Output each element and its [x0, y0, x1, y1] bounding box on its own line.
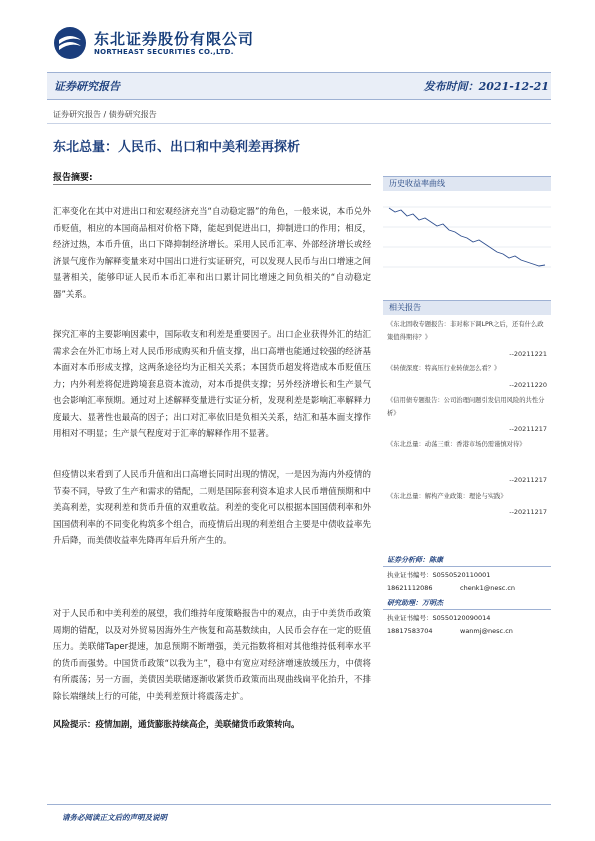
related-report[interactable]: 《东北总量：解构产业政策：理论与实践》 [387, 493, 507, 500]
assistant-phone: 18817583704 [387, 627, 433, 635]
risk-warning: 风险提示：疫情加剧，通货膨胀持续高企，美联储货币政策转向。 [53, 720, 300, 730]
summary-paragraph-3: 但疫情以来看到了人民币升值和出口高增长同时出现的情况，一是因为海内外疫情的节奏不同，导致了生产和需求的错配，二则是国际套利资本追求人民币增值预期和中美高利差，实现利差和货币升值的双重收益。利差的变化可以根据本国国债利率和外国国债利率的不同变化构筑多个组合，而疫情后出现的利差组合主要是中债收益率先升后降，而美债收益率先降再年后升所产生的。 [53, 470, 371, 546]
divider [53, 184, 371, 185]
related-report[interactable]: 《东北总量：动荡三重：香港市场仍需谨慎对待》 [387, 441, 526, 448]
summary-paragraph-4: 对于人民币和中美利差的展望，我们维持年度策略报告中的观点，由于中美货币政策周期的错配，以及对外贸易因海外生产恢复和高基数续由，人民币会存在一定的贬值压力。美联储Taper提速，加息预期不断增强，美元指数将相对其他维持低利率水平的货币而强势。中国货币政策“以我为主”，稳中有宽应对经济增速放缓压力，中债将有所震荡；另一方面，美债因美联储逐渐收紧货币政策而出现曲线扁平化抬升，不排除长端继续上行的可能，中美利差预计将震荡走扩。 [53, 609, 371, 702]
analyst-cert: 执业证书编号：S0550520110001 [387, 571, 491, 579]
company-logo-icon [53, 26, 87, 60]
summary-paragraph-2: 探究汇率的主要影响因素中，国际收支和利差是重要因子。出口企业获得外汇的结汇需求会在外汇市场上对人民币形成购买和升值支撑，出口高增也能通过较强的经济基本面对本币形成支撑，这两条途径均为正相关关系；本国货币超发将造成本币贬值压力；内外利差将促进跨境套息资本流动，对本币提供支撑；另外经济增长和生产景气也会影响汇率预期。通过对上述解释变量进行实证分析，发现利差是影响汇率解释力度最大、显著性也最高的因子；出口对汇率依旧是负相关关系，结汇和基本面支撑作用相对不明显；生产景气程度对于汇率的解释作用不显著。 [53, 330, 371, 439]
analyst-email[interactable]: chenk1@nesc.cn [460, 584, 516, 592]
assistant-name: 研究助理：万明杰 [387, 599, 443, 607]
yield-curve-line [389, 208, 545, 266]
related-report-date: --20211217 [509, 476, 547, 484]
analyst-name: 证券分析师：陈康 [387, 556, 443, 564]
related-report-date: --20211220 [509, 381, 547, 389]
divider [47, 123, 551, 124]
assistant-cert: 执业证书编号：S0550120090014 [387, 614, 491, 622]
assistant-email[interactable]: wanmj@nesc.cn [460, 627, 513, 635]
related-report-date: --20211217 [509, 508, 547, 516]
summary-label: 报告摘要: [53, 173, 93, 183]
related-report[interactable]: 《东北固收专题报告：非对称下调LPR之后，还有什么政策值得期待？》 [387, 321, 544, 341]
company-name-cn: 东北证券股份有限公司 [94, 30, 255, 48]
report-type: 证券研究报告 [54, 80, 120, 93]
breadcrumb: 证券研究报告 / 债券研究报告 [53, 110, 157, 119]
company-name-en: NORTHEAST SECURITIES CO.,LTD. [94, 48, 234, 56]
related-report[interactable]: 《转债深度：特高压行业转债怎么看？》 [387, 365, 501, 372]
yield-curve-chart [383, 192, 551, 284]
related-header [383, 300, 551, 315]
analyst-phone: 18621112086 [387, 584, 433, 592]
footer-disclaimer[interactable]: 请务必阅读正文后的声明及说明 [62, 813, 167, 822]
summary-paragraph-1: 汇率变化在其中对进出口和宏观经济充当“自动稳定器”的角色，一般来说，本币兑外币贬值，相应的本国商品相对价格下降，能起到促进出口，抑制进口的作用；相反，经济过热，本币升值，出口下降抑制经济增长。采用人民币汇率、外部经济增长或经济景气度作为解释变量来对中国出口进行实证研究，可以发现人民币与出口增速之间显著相关，能够印证人民币本币汇率和出口累计同比增速之间负相关的“自动稳定器”关系。 [53, 207, 371, 300]
divider [383, 609, 551, 610]
divider [47, 804, 551, 805]
chart-title: 历史收益率曲线 [389, 179, 445, 188]
related-report-date: --20211221 [509, 350, 547, 358]
divider [383, 566, 551, 567]
related-report[interactable]: 《信用债专题报告：公司治理问题引发信用风险的共性分析》 [387, 397, 545, 417]
related-title: 相关报告 [389, 303, 421, 312]
page-title: 东北总量：人民币、出口和中美利差再探析 [53, 140, 301, 155]
related-report-date: --20211217 [509, 425, 547, 433]
chart-header [383, 176, 551, 191]
publish-date: 发布时间：2021-12-21 [423, 80, 549, 93]
